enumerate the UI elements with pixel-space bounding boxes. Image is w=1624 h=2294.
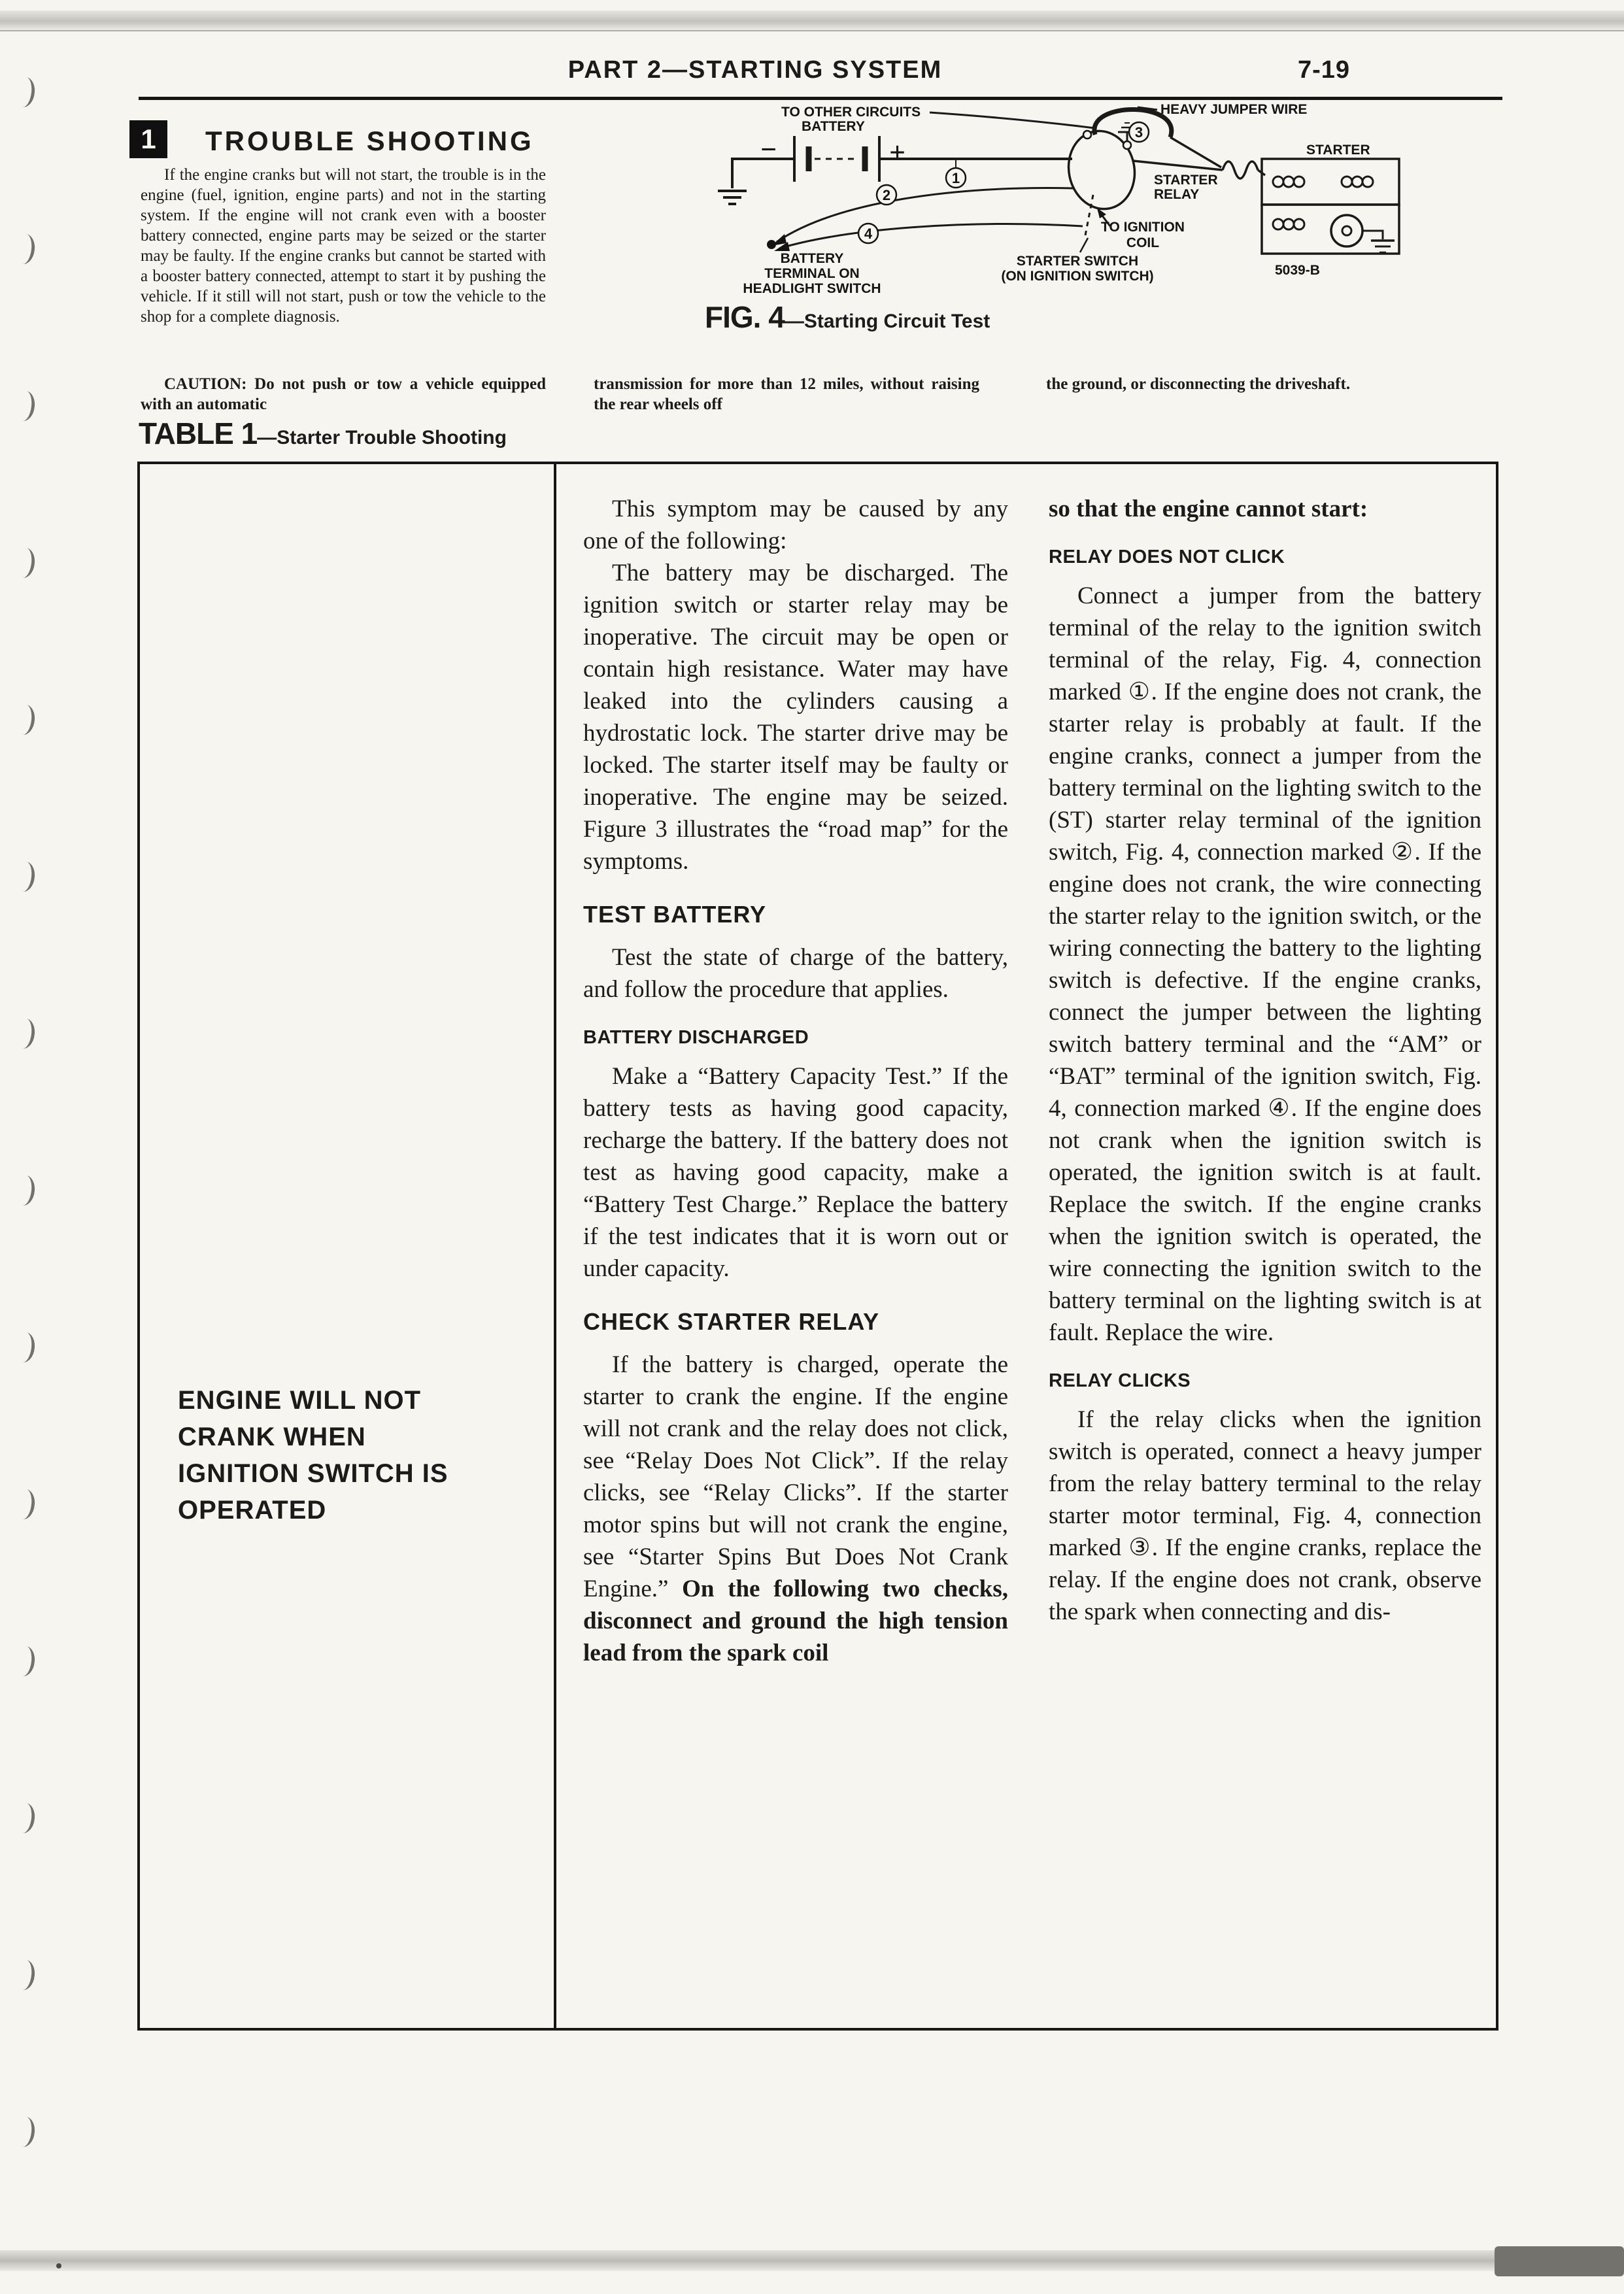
starter-winding bbox=[1352, 177, 1362, 187]
column-paragraph bbox=[583, 557, 1008, 877]
starter-winding bbox=[1273, 219, 1283, 229]
figure-caption-text: —Starting Circuit Test bbox=[784, 311, 990, 332]
connection-marker-1 bbox=[946, 160, 966, 188]
binding-mark bbox=[12, 1488, 36, 1520]
text-segment: TEST BATTERY bbox=[583, 901, 766, 928]
scanner-edge-bottom bbox=[0, 2250, 1624, 2271]
trouble-shooting-table bbox=[137, 462, 1498, 2031]
figure-caption bbox=[705, 299, 990, 335]
battery-minus-sign: − bbox=[760, 133, 777, 165]
starter-label: STARTER bbox=[1306, 143, 1370, 158]
caution-text-col2: transmission for more than 12 miles, without raising the rear wheels off bbox=[594, 375, 979, 413]
bold-text-segment: On the following two checks, disconnect and ground the high tension lead from the spark coil bbox=[583, 1576, 1009, 1666]
binding-mark bbox=[12, 1802, 36, 1834]
starter-winding bbox=[1294, 219, 1304, 229]
switch-terminal bbox=[1123, 141, 1131, 149]
table-column-rule bbox=[554, 464, 556, 2028]
binding-mark bbox=[12, 547, 36, 579]
binding-mark bbox=[12, 390, 36, 422]
symptom-label: ENGINE WILL NOT CRANK WHEN IGNITION SWITCH IS OPERATED bbox=[178, 1386, 448, 1525]
binding-mark bbox=[12, 860, 36, 892]
binding-mark bbox=[12, 1959, 36, 1991]
table-column-procedures-continued bbox=[1049, 493, 1481, 1628]
text-segment: Test the state of charge of the battery, and follow the procedure that applies. bbox=[583, 944, 1008, 1003]
page-number: 7-19 bbox=[1298, 56, 1351, 84]
column-paragraph bbox=[583, 493, 1008, 557]
battery-label: BATTERY bbox=[802, 119, 865, 134]
text-segment: BATTERY DISCHARGED bbox=[583, 1027, 809, 1048]
column-heading bbox=[1049, 545, 1481, 569]
binding-mark bbox=[12, 1645, 36, 1677]
marker-digit: 3 bbox=[1134, 124, 1143, 141]
to-other-circuits-label: TO OTHER CIRCUITS bbox=[781, 105, 921, 120]
starter-winding bbox=[1283, 177, 1294, 187]
text-segment: If the battery is charged, operate the starter to crank the engine. If the engine will not crank and the relay does not click, see “Relay Does Not Click”. If the relay clicks, see “Relay Clicks”. If the starter motor spins but will not crank the engine, see “Starter Spins But Does Not Crank Engine.” bbox=[583, 1351, 1008, 1602]
ink-speck bbox=[56, 2263, 61, 2269]
battery-plus-sign: + bbox=[889, 137, 906, 169]
starter-switch-dashed-line bbox=[1085, 195, 1093, 235]
column-paragraph bbox=[583, 941, 1008, 1005]
column-heading bbox=[1049, 1368, 1481, 1393]
jumper-curve-4 bbox=[779, 224, 1083, 248]
to-other-circuits-leader bbox=[930, 112, 1095, 128]
text-segment: Connect a jumper from the battery terminal of the relay to the ignition switch terminal of the relay, Fig. 4, connection marked ①. If the engine does not crank, the starter relay is probably at fault. If the engine cranks, connect a jumper from the battery terminal on the lighting switch to the (ST) starter relay terminal of the ignition switch, Fig. 4, connection marked ②. If the engine does not crank, the wire connecting the starter relay to the ignition switch, or the wiring connecting the battery to the lighting switch is defective. If the engine cranks, connect the jumper between the lighting switch battery terminal and the “AM” or “BAT” terminal of the ignition switch, Fig. 4, connection marked ④. If the engine does not crank when the ignition switch is operated, the ignition switch is at fault. Replace the switch. If the engine cranks when the ignition switch is operated, the wire connecting the ignition switch to the battery terminal on the lighting switch is at fault. Replace the wire. bbox=[1049, 582, 1481, 1346]
starter-switch-label: STARTER SWITCH bbox=[1016, 254, 1139, 269]
table-title-text: —Starter Trouble Shooting bbox=[257, 427, 507, 448]
marker-digit: 1 bbox=[951, 170, 960, 186]
text-segment: RELAY DOES NOT CLICK bbox=[1049, 547, 1285, 567]
wire-jumper-to-relay bbox=[1170, 137, 1221, 167]
table-title bbox=[139, 416, 507, 451]
battery-terminal-label: TERMINAL ON bbox=[764, 266, 860, 281]
battery-terminal-label: HEADLIGHT SWITCH bbox=[743, 281, 881, 296]
scanner-edge-top bbox=[0, 10, 1624, 31]
column-heading bbox=[583, 900, 1008, 930]
starting-circuit-diagram bbox=[673, 97, 1425, 299]
text-segment: so that the engine cannot start: bbox=[1049, 496, 1368, 522]
starter-switch-leader bbox=[1080, 238, 1088, 252]
caution-text-col1: CAUTION: Do not push or tow a vehicle equipped with an automatic bbox=[141, 375, 546, 413]
binding-mark bbox=[12, 2116, 36, 2148]
table-title-lead: TABLE 1 bbox=[139, 416, 258, 450]
starter-symbol bbox=[1258, 143, 1399, 254]
binding-mark bbox=[12, 1017, 36, 1049]
to-ignition-coil-label-group bbox=[1097, 208, 1185, 250]
column-paragraph bbox=[1049, 493, 1481, 525]
text-segment: The battery may be discharged. The ignition switch or starter relay may be inoperative. The circuit may be open or contain high resistance. Water may have leaked into the cylinders causing a hydrostatic lock. The starter drive may be locked. The starter itself may be faulty or inoperative. The engine may be seized. Figure 3 illustrates the “road map” for the symptoms. bbox=[583, 560, 1008, 875]
column-heading bbox=[583, 1307, 1008, 1337]
section-number-badge: 1 bbox=[129, 120, 167, 158]
binding-mark bbox=[12, 703, 36, 735]
column-heading bbox=[583, 1025, 1008, 1050]
intro-column bbox=[141, 165, 546, 327]
starter-winding bbox=[1283, 219, 1294, 229]
jumper-curve-2 bbox=[777, 188, 1074, 242]
starter-winding bbox=[1342, 177, 1352, 187]
connection-marker-2 bbox=[877, 185, 896, 205]
ignition-switch-symbol bbox=[1062, 123, 1142, 235]
binding-mark bbox=[12, 1174, 36, 1206]
starter-armature-center bbox=[1342, 226, 1351, 235]
switch-terminal bbox=[1083, 131, 1091, 139]
starter-armature bbox=[1331, 215, 1362, 246]
marker-digit: 4 bbox=[864, 226, 873, 242]
starter-winding bbox=[1294, 177, 1304, 187]
wire-starter-ground bbox=[1362, 231, 1383, 239]
starter-winding bbox=[1273, 177, 1283, 187]
heavy-jumper-wire-label: HEAVY JUMPER WIRE bbox=[1160, 102, 1308, 117]
page-title: PART 2—STARTING SYSTEM bbox=[567, 56, 943, 84]
column-paragraph bbox=[583, 1349, 1008, 1669]
to-ignition-coil-label: TO IGNITION bbox=[1101, 220, 1185, 235]
wire-switch-to-relay bbox=[1133, 161, 1223, 170]
text-segment: RELAY CLICKS bbox=[1049, 1370, 1191, 1391]
connection-marker-3 bbox=[1129, 122, 1149, 142]
text-segment: This symptom may be caused by any one of the following: bbox=[583, 496, 1008, 554]
relay-coil bbox=[1223, 161, 1258, 178]
binding-mark bbox=[12, 233, 36, 265]
battery-terminal-label: BATTERY bbox=[780, 251, 844, 266]
starter-winding bbox=[1362, 177, 1373, 187]
text-segment: If the relay clicks when the ignition switch is operated, connect a heavy jumper from the relay battery terminal to the relay starter motor terminal, Fig. 4, connection marked ③. If the engine cranks, replace the relay. If the engine does not crank, observe the spark when connecting and dis- bbox=[1049, 1406, 1481, 1625]
starter-switch-label: (ON IGNITION SWITCH) bbox=[1001, 269, 1154, 284]
binding-mark bbox=[12, 1331, 36, 1363]
starter-relay-symbol bbox=[1133, 137, 1258, 202]
section-title: TROUBLE SHOOTING bbox=[205, 126, 534, 156]
intro-paragraph: If the engine cranks but will not start, the trouble is in the engine (fuel, ignition, engine parts) and not in the starting system. If the engine will not crank even with a booster battery connected, engine parts may be seized or the starter may be faulty. If the engine cranks but cannot be started with a booster battery connected, attempt to start it by pushing the vehicle. If it still will not start, push or tow the vehicle to the shop for a complete diagnosis. bbox=[141, 166, 546, 326]
column-paragraph bbox=[583, 1060, 1008, 1285]
starter-relay-label: STARTER bbox=[1154, 173, 1218, 188]
table-column-procedures bbox=[583, 493, 1008, 1669]
caution-text-col3: the ground, or disconnecting the driveshaft. bbox=[1046, 375, 1351, 393]
figure-caption-lead: FIG. 4 bbox=[705, 300, 785, 334]
column-paragraph bbox=[1049, 580, 1481, 1349]
to-ignition-coil-label: COIL bbox=[1126, 235, 1160, 250]
scanner-corner-smudge bbox=[1495, 2246, 1624, 2276]
ignition-switch-body bbox=[1062, 125, 1142, 215]
column-paragraph bbox=[1049, 1404, 1481, 1628]
binding-mark bbox=[12, 76, 36, 108]
text-segment: CHECK STARTER RELAY bbox=[583, 1308, 880, 1335]
figure-code: 5039-B bbox=[1275, 263, 1320, 278]
text-segment: Make a “Battery Capacity Test.” If the battery tests as having good capacity, recharge the battery. If the battery does not test as having good capacity, make a “Battery Test Charge.” Replace the battery if the test indicates that it is worn out or under capacity. bbox=[583, 1063, 1008, 1282]
arrowhead bbox=[771, 234, 787, 246]
connection-marker-4 bbox=[858, 224, 878, 243]
starter-relay-label: RELAY bbox=[1154, 187, 1200, 202]
marker-digit: 2 bbox=[882, 187, 891, 203]
